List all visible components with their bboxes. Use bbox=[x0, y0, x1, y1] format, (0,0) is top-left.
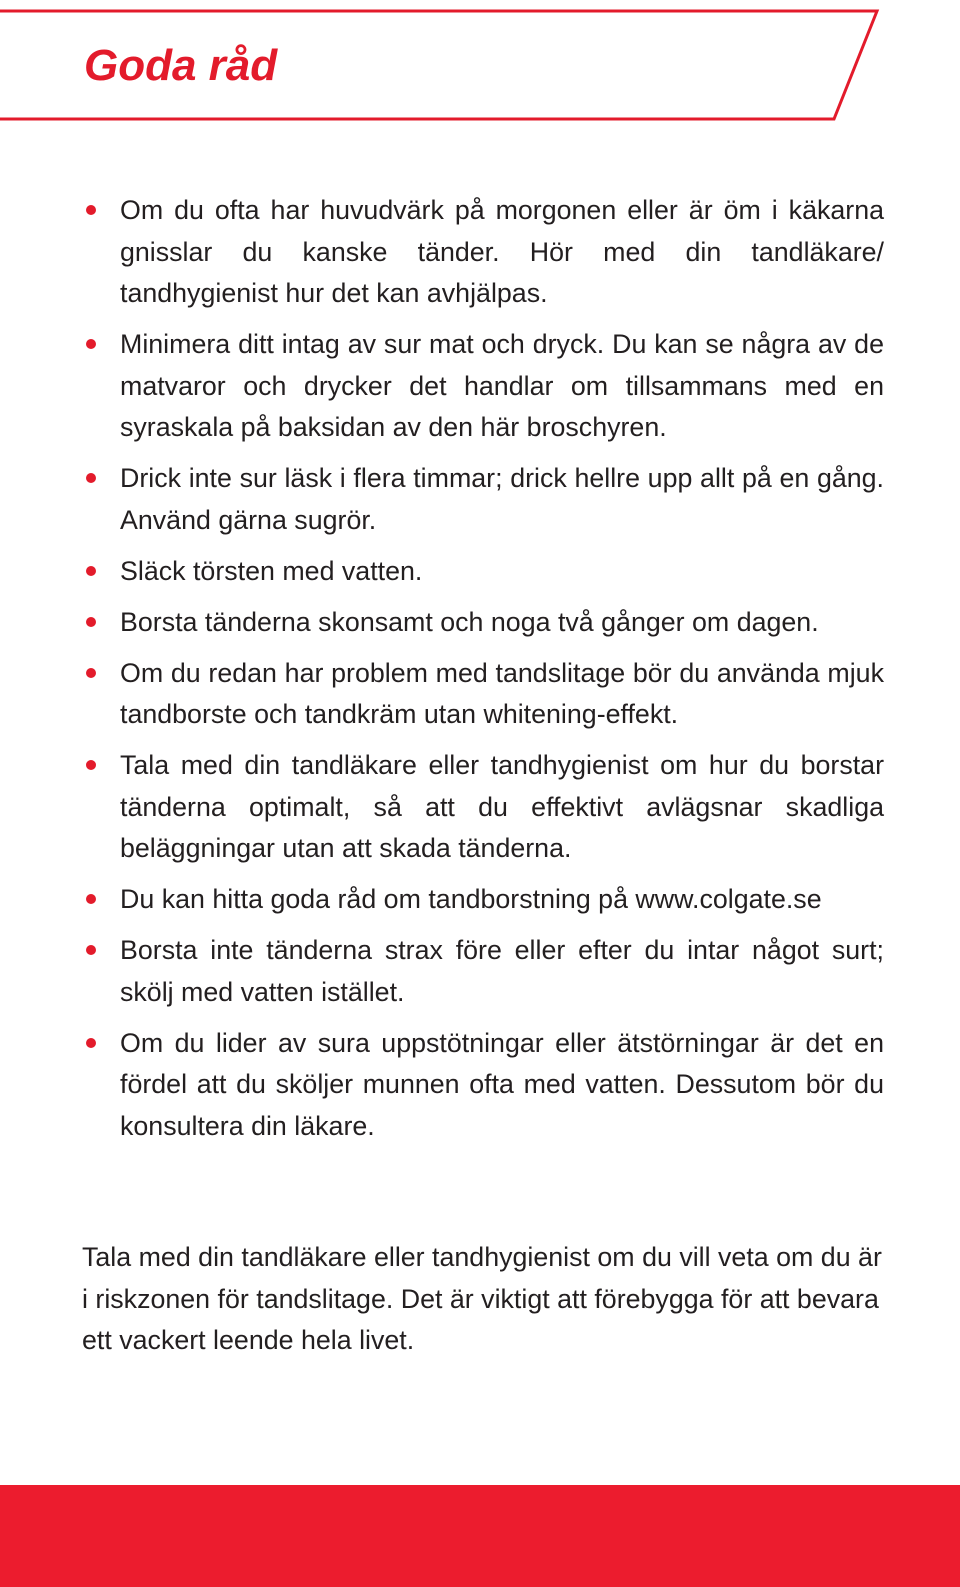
bullet-icon bbox=[86, 339, 96, 349]
page-title: Goda råd bbox=[84, 41, 278, 90]
closing-paragraph: Tala med din tandläkare eller tandhygienist om du vill veta om du är i riskzonen för tandslitage. Det är viktigt att förebygga för att bevara ett vackert leende hela livet. bbox=[82, 1242, 882, 1355]
list-item bbox=[84, 930, 884, 1013]
list-item bbox=[84, 602, 884, 644]
list-item bbox=[84, 324, 884, 449]
tip-text: Borsta tänderna skonsamt och noga två gånger om dagen. bbox=[120, 606, 819, 637]
tip-text: Släck törsten med vatten. bbox=[120, 555, 423, 586]
bullet-icon bbox=[86, 473, 96, 483]
list-item bbox=[84, 653, 884, 736]
tips-list bbox=[84, 190, 884, 1157]
list-item bbox=[84, 551, 884, 593]
list-item bbox=[84, 458, 884, 541]
bullet-icon bbox=[86, 760, 96, 770]
tip-text: Om du redan har problem med tandslitage bör du använda mjuk tandborste och tandkräm utan whitening-effekt. bbox=[120, 657, 884, 729]
list-item bbox=[84, 1023, 884, 1148]
footer-bar bbox=[0, 1485, 960, 1587]
bullet-icon bbox=[86, 566, 96, 576]
list-item bbox=[84, 879, 884, 921]
bullet-icon bbox=[86, 205, 96, 215]
tip-text: Om du lider av sura uppstötningar eller ätstörningar är det en fördel att du sköljer munnen ofta med vatten. Dessutom bör du konsultera din läkare. bbox=[120, 1027, 884, 1141]
list-item bbox=[84, 190, 884, 315]
bullet-icon bbox=[86, 617, 96, 627]
tip-text: Drick inte sur läsk i flera timmar; drick hellre upp allt på en gång. Använd gärna sugrör. bbox=[120, 463, 884, 535]
tip-text: Du kan hitta goda råd om tandborstning på www.colgate.se bbox=[120, 884, 822, 914]
bullet-icon bbox=[86, 1038, 96, 1048]
list-item bbox=[84, 745, 884, 870]
tip-text: Om du ofta har huvudvärk på morgonen eller är öm i käkarna gnisslar du kanske tänder. Hör med din tandläkare/ tandhygienist hur det kan avhjälpas. bbox=[120, 195, 884, 308]
bullet-icon bbox=[86, 668, 96, 678]
tip-text: Tala med din tandläkare eller tandhygienist om hur du borstar tänderna optimalt, så att du effektivt avlägsnar skadliga beläggningar utan att skada tänderna. bbox=[120, 750, 884, 863]
tip-text: Borsta inte tänderna strax före eller efter du intar något surt; skölj med vatten istället. bbox=[120, 935, 884, 1007]
tip-text: Minimera ditt intag av sur mat och dryck. Du kan se några av de matvaror och drycker det handlar om tillsammans med en syraskala på baksidan av den här broschyren. bbox=[120, 329, 884, 442]
bullet-icon bbox=[86, 894, 96, 904]
bullet-icon bbox=[86, 945, 96, 955]
